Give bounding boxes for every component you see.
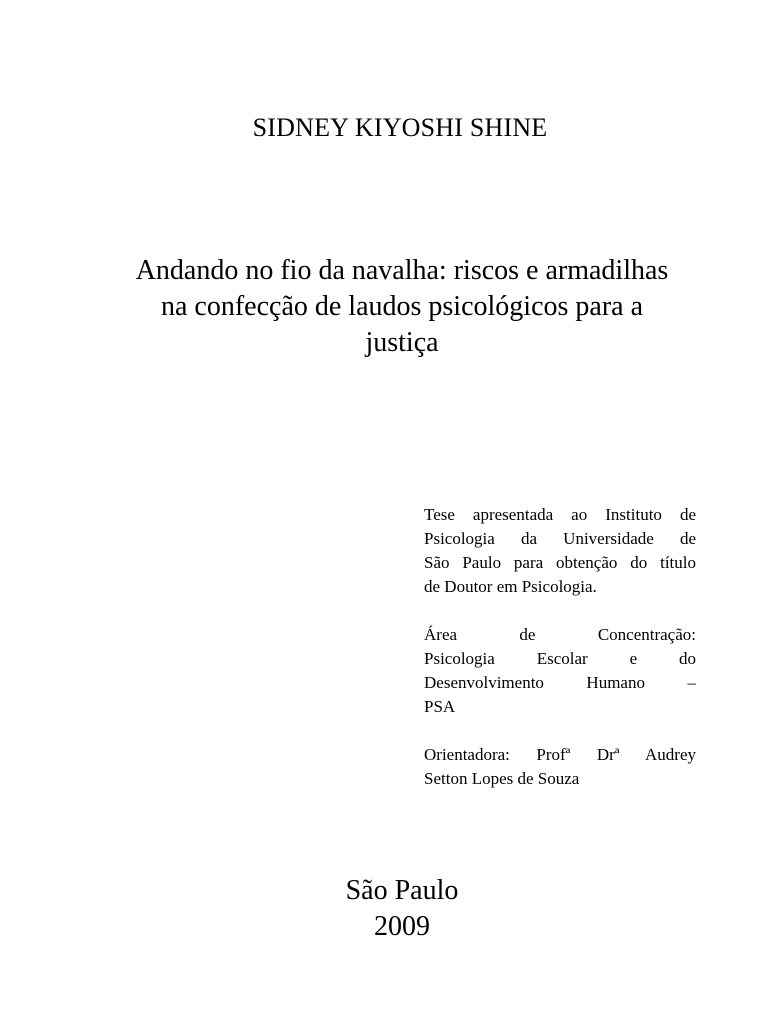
concentration-area-line: Psicologia Escolar e do — [424, 649, 696, 668]
year: 2009 — [374, 911, 430, 942]
thesis-description-line: de Doutor em Psicologia. — [424, 577, 597, 596]
advisor-line: Setton Lopes de Souza — [424, 769, 580, 788]
thesis-title-line: Andando no fio da navalha: riscos e armadilhas — [135, 255, 669, 286]
place-and-date — [0, 873, 768, 945]
concentration-area — [424, 623, 696, 719]
thesis-description-line: Tese apresentada ao Instituto de — [424, 505, 696, 524]
thesis-title-line: na confecção de laudos psicológicos para a — [160, 291, 643, 322]
concentration-area-line: Desenvolvimento Humano – — [424, 673, 696, 692]
concentration-area-line: PSA — [424, 697, 456, 716]
thesis-info-block — [424, 503, 696, 815]
thesis-description — [424, 503, 696, 599]
concentration-area-line: Área de Concentração: — [424, 625, 696, 644]
author-name: SIDNEY KIYOSHI SHINE — [252, 113, 548, 142]
thesis-description-line: São Paulo para obtenção do título — [424, 553, 696, 572]
thesis-title — [0, 253, 768, 361]
thesis-title-line: justiça — [365, 327, 439, 358]
thesis-description-line: Psicologia da Universidade de — [424, 529, 696, 548]
city: São Paulo — [345, 875, 459, 906]
advisor — [424, 743, 696, 791]
advisor-line: Orientadora: Profª Drª Audrey — [424, 745, 696, 764]
